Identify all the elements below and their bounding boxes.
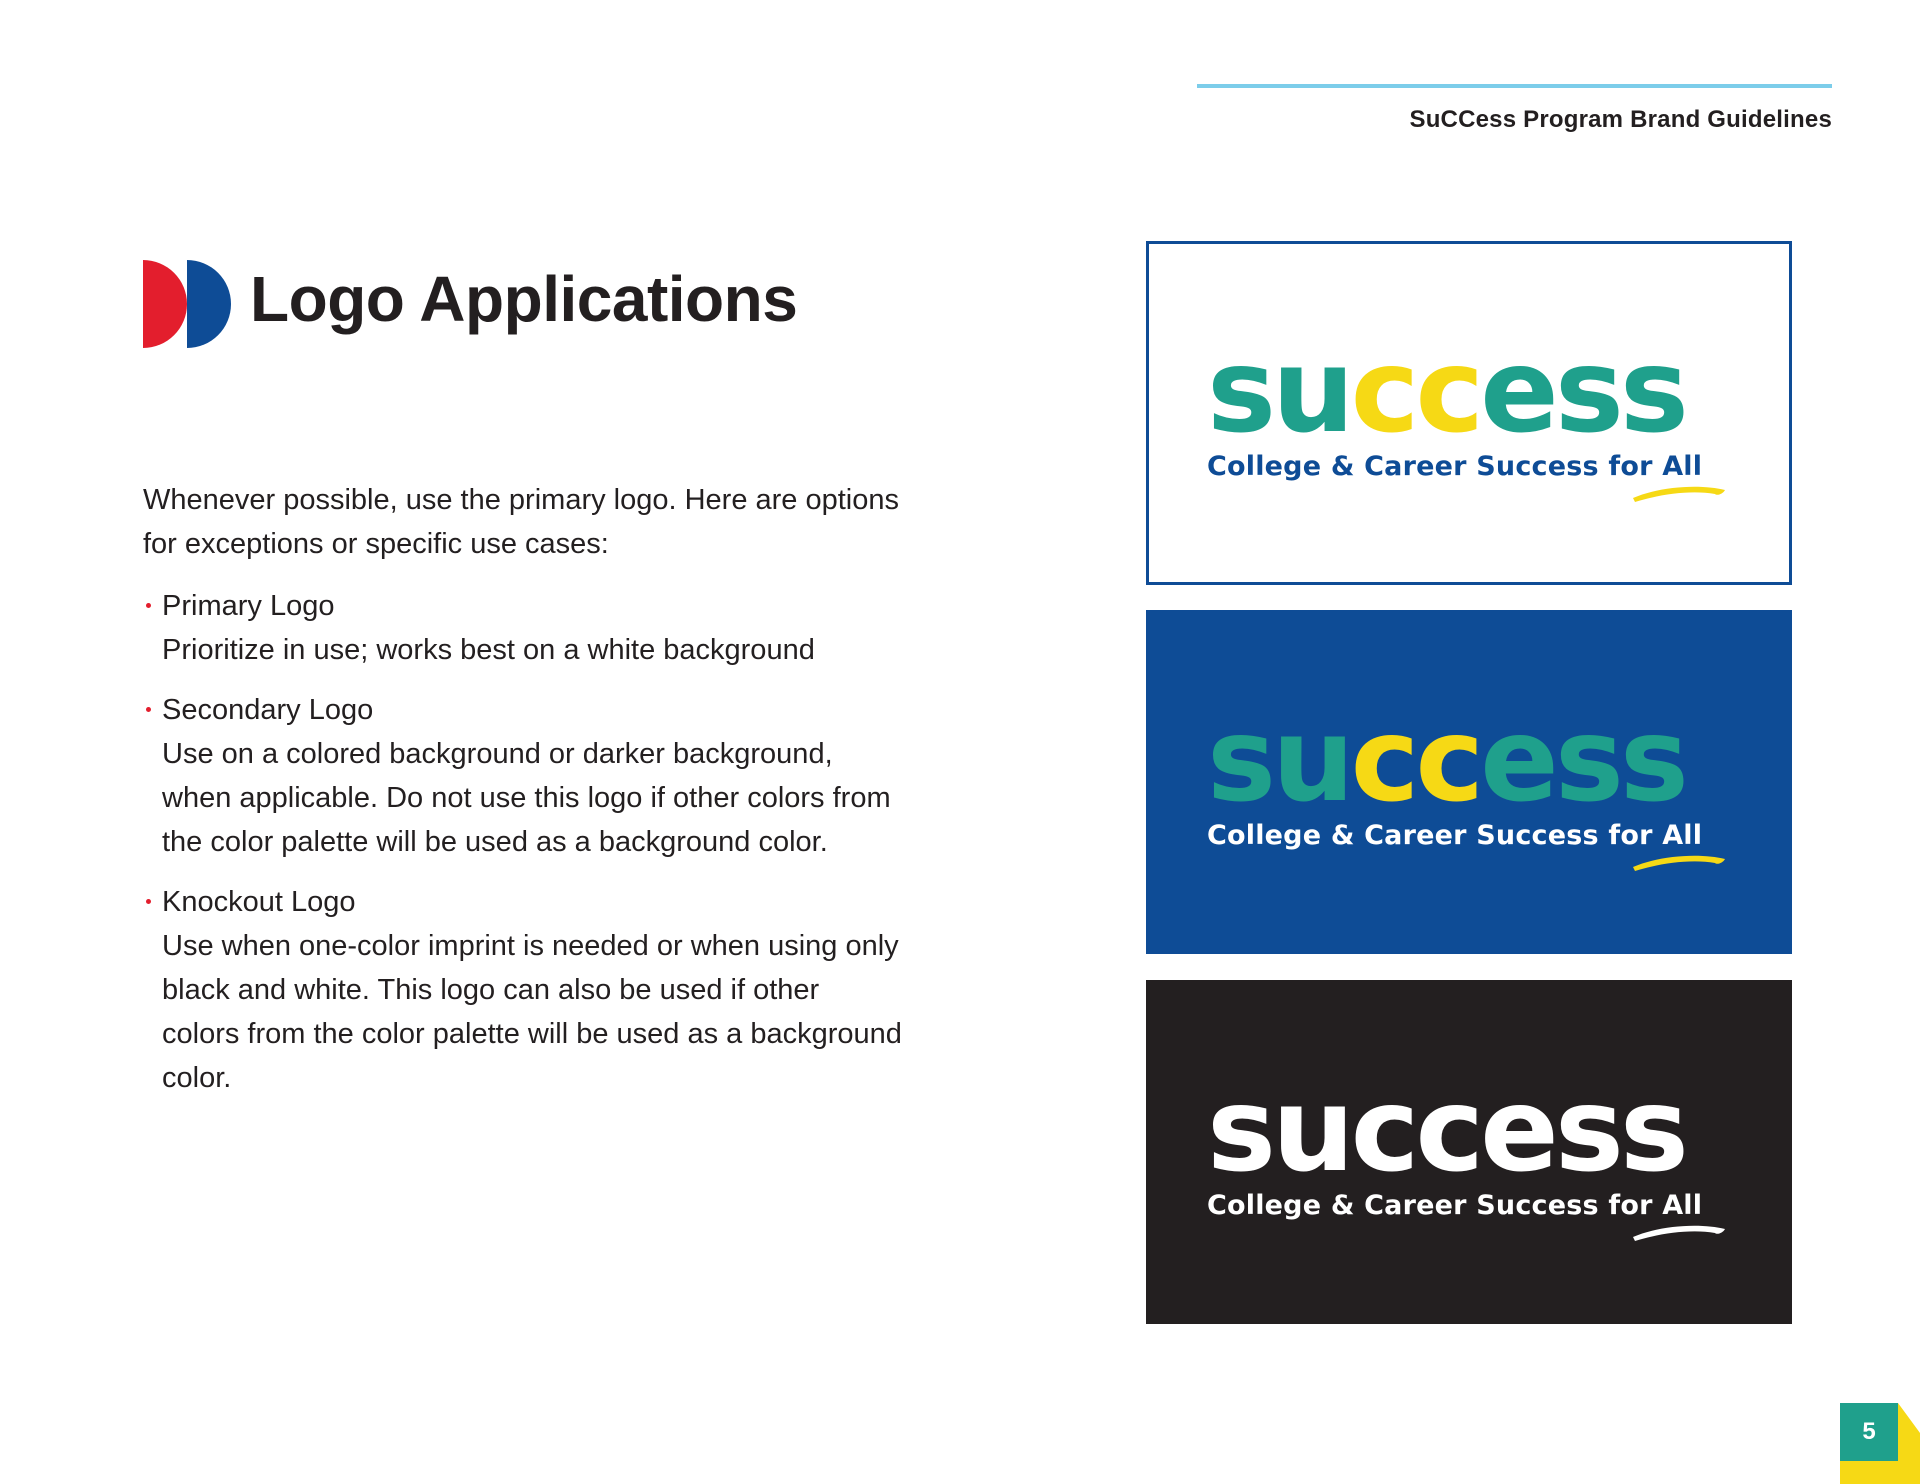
blue-half-circle: [187, 260, 231, 348]
wordmark-ess: ess: [1480, 324, 1685, 459]
half-circles-icon: [143, 260, 231, 348]
header-rule: [1197, 84, 1832, 88]
wordmark-cc: cc: [1350, 324, 1481, 459]
wordmark-su: su: [1207, 693, 1351, 828]
knockout-logo-box: [1146, 980, 1792, 1324]
bullet-dot: [146, 603, 151, 608]
bullet-title: Primary Logo: [162, 590, 335, 622]
logo-wordmark: [1207, 324, 1685, 459]
bullet-title: Knockout Logo: [162, 886, 356, 918]
bullet-title: Secondary Logo: [162, 694, 374, 726]
logo-wordmark: [1207, 693, 1685, 828]
wordmark-cc: cc: [1350, 693, 1481, 828]
swoosh-icon: [1631, 851, 1727, 873]
success-logo: [1207, 324, 1727, 514]
bullet-dot: [146, 899, 151, 904]
success-logo: [1207, 1063, 1727, 1253]
success-logo: [1207, 693, 1727, 883]
wordmark-su: su: [1207, 1063, 1351, 1198]
logo-tagline: College & Career Success for All: [1207, 1190, 1703, 1221]
logo-tagline: College & Career Success for All: [1207, 451, 1703, 482]
list-item: [143, 688, 903, 864]
intro-paragraph: Whenever possible, use the primary logo. Here are options for exceptions or specific use cases:: [143, 484, 899, 560]
wordmark-cc: cc: [1350, 1063, 1481, 1198]
bullet-description: Use on a colored background or darker background, when applicable. Do not use this logo if other colors from the color palette will be used as a background color.: [162, 738, 891, 858]
document-header-title: SuCCess Program Brand Guidelines: [1409, 106, 1832, 133]
page-number: 5: [1840, 1403, 1898, 1461]
wordmark-ess: ess: [1480, 693, 1685, 828]
swoosh-icon: [1631, 482, 1727, 504]
logo-tagline: College & Career Success for All: [1207, 820, 1703, 851]
list-item: [143, 584, 903, 672]
swoosh-icon: [1631, 1221, 1727, 1243]
wordmark-su: su: [1207, 324, 1351, 459]
secondary-logo-box: [1146, 610, 1792, 954]
page-title: Logo Applications: [250, 263, 798, 335]
wordmark-ess: ess: [1480, 1063, 1685, 1198]
list-item: [143, 880, 903, 1100]
logo-options-list: [143, 584, 903, 1116]
bullet-description: Use when one-color imprint is needed or when using only black and white. This logo can also be used if other colors from the color palette will be used as a background color.: [162, 930, 902, 1094]
primary-logo-box: [1146, 241, 1792, 585]
bullet-dot: [146, 707, 151, 712]
red-half-circle: [143, 260, 187, 348]
logo-wordmark: [1207, 1063, 1685, 1198]
bullet-description: Prioritize in use; works best on a white background: [162, 634, 815, 666]
